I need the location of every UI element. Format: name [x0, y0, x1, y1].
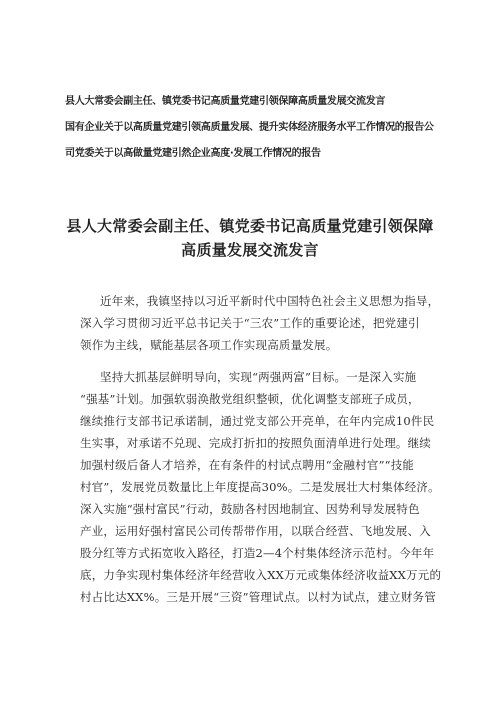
- text-line: 村官”，发展党员数量比上年度提高30%。二是发展壮大村集体经济。: [80, 480, 440, 494]
- text-line: 领作为主线，赋能基层各项工作实现高质量发展。: [80, 338, 338, 352]
- text-line: 村占比达XX%。三是开展“三资”管理试点。以村为试点，建立财务管: [80, 590, 436, 604]
- text-line: “强基”计划。加强软弱涣散党组织整顿，优化调整支部班子成员，: [80, 392, 420, 406]
- paragraph-1: [80, 290, 460, 356]
- toc-item[interactable]: 国有企业关于以高质量党建引领高质量发展、提升实体经济服务水平工作情况的报告公: [65, 122, 434, 133]
- title-line-2: 高质量发展交流发言: [181, 241, 319, 259]
- text-line: 继续推行支部书记承诺制，通过党支部公开亮单，在年内完成10件民: [80, 414, 435, 428]
- toc-item[interactable]: 司党委关于以高做量党建引然企业高度·发展工作情况的报告: [65, 148, 321, 159]
- text-line: 近年来，我镇坚持以习近平新时代中国特色社会主义思想为指导，: [100, 294, 440, 308]
- text-line: 坚持大抓基层鲜明导向，实现“两强两富”目标。一是深入实施: [100, 370, 417, 384]
- document-body: [80, 290, 460, 608]
- document-title: [40, 214, 460, 262]
- text-line: 生实事，对承诺不兑现、完成打折扣的按照负面清单进行处理。继续: [80, 436, 431, 450]
- text-line: 加强村级后备人才培养，在有条件的村试点聘用“金融村官”“技能: [80, 458, 415, 472]
- paragraph-2: [80, 366, 460, 608]
- text-line: 底，力争实现村集体经济年经营收入XX万元或集体经济收益XX万元的: [80, 568, 442, 582]
- text-line: 股分红等方式拓宽收入路径，打造2—4个村集体经济示范村。今年年: [80, 546, 435, 560]
- title-line-1: 县人大常委会副主任、镇党委书记高质量党建引领保障: [66, 217, 434, 235]
- text-line: 深入学习贯彻习近平总书记关于“三农”工作的重要论述，把党建引: [80, 316, 420, 330]
- toc-list: [65, 95, 465, 173]
- toc-item[interactable]: 县人大常委会副主任、镇党委书记高质量党建引领保障高质量发展交流发言: [65, 96, 386, 107]
- text-line: 深入实施“强村富民”行动，鼓励各村因地制宜、因势利导发展特色: [80, 502, 420, 516]
- text-line: 产业，运用好强村富民公司传帮带作用，以联合经营、飞地发展、入: [80, 524, 431, 538]
